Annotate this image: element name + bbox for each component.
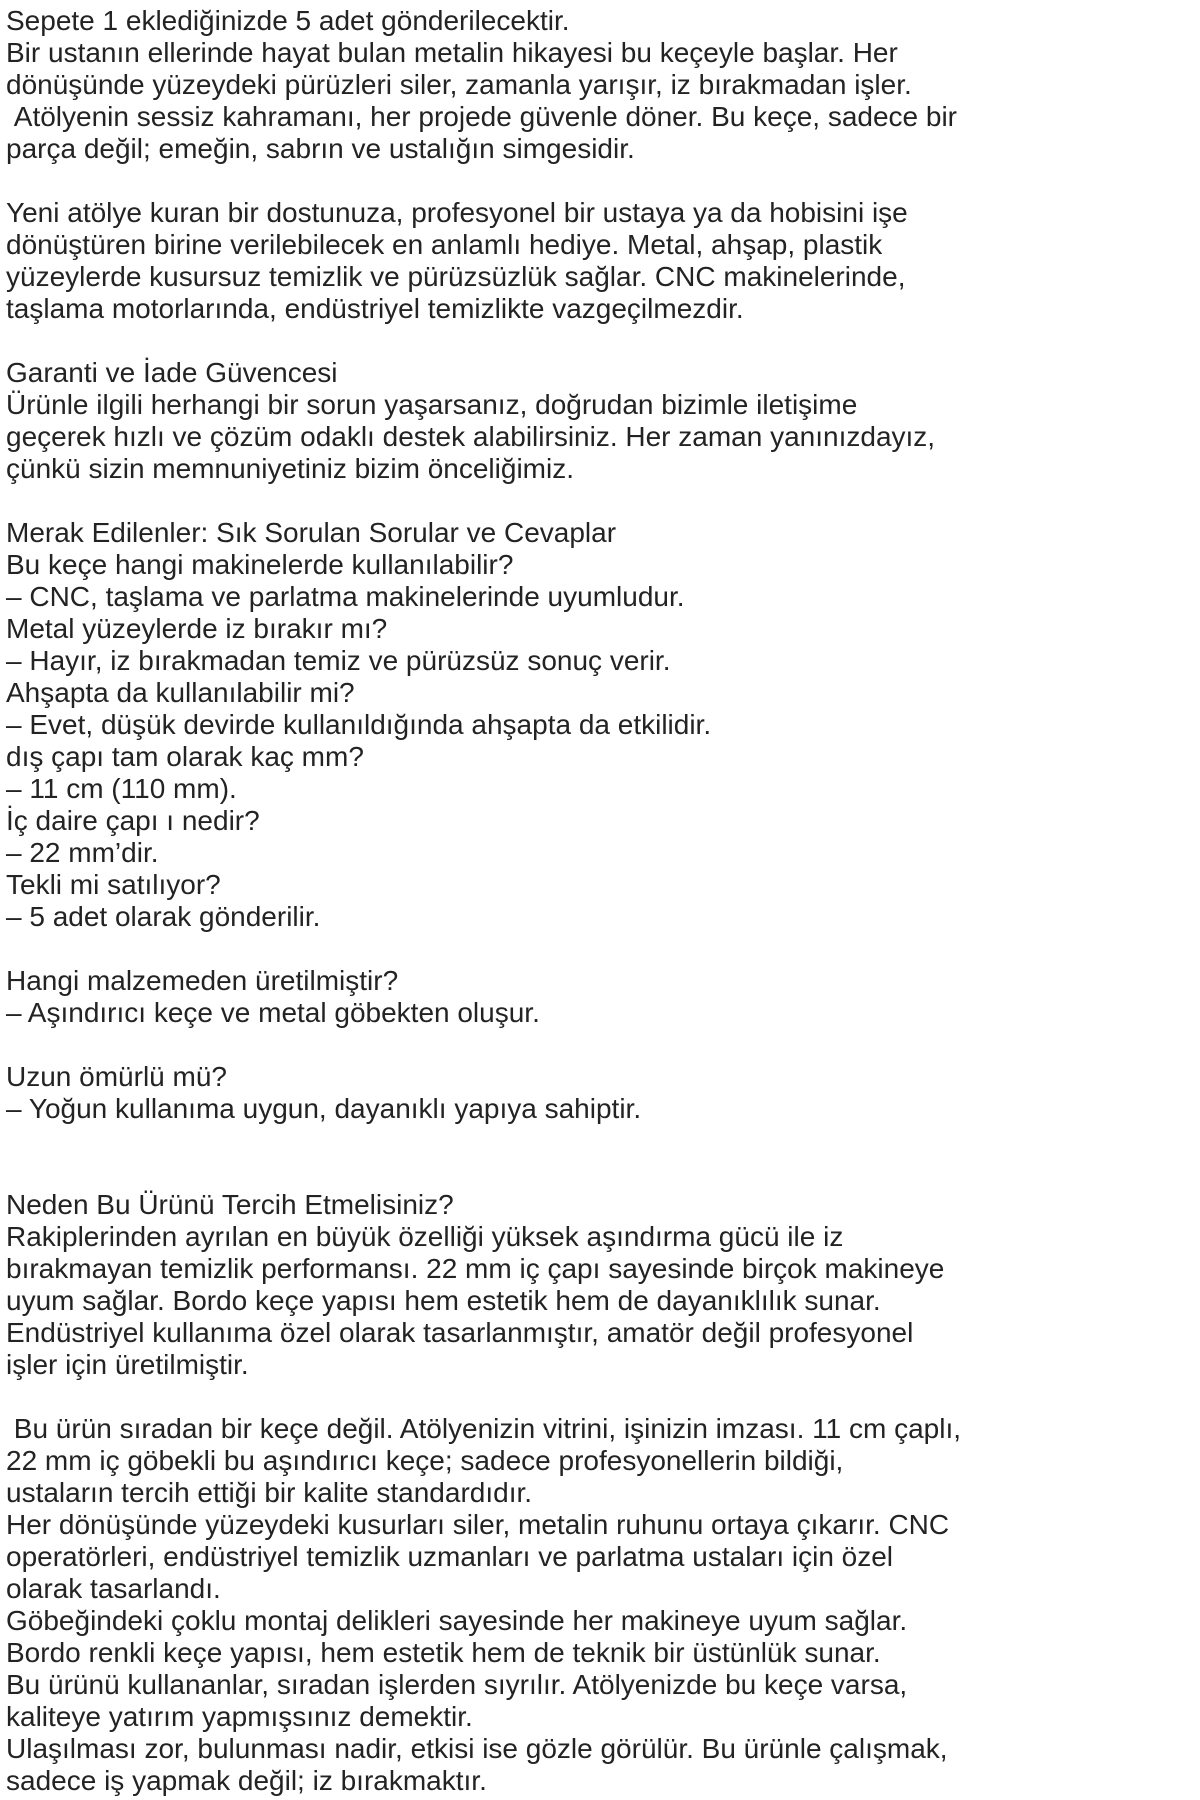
text-line: çünkü sizin memnuniyetiniz bizim önceliğimiz. — [6, 453, 574, 484]
text-line: Atölyenin sessiz kahramanı, her projede güvenle döner. Bu keçe, sadece bir — [6, 101, 958, 132]
text-line: – 11 cm (110 mm). — [6, 773, 237, 804]
text-line: – 5 adet olarak gönderilir. — [6, 901, 321, 932]
text-line: Rakiplerinden ayrılan en büyük özelliği yüksek aşındırma gücü ile iz — [6, 1221, 844, 1252]
text-line: Bu keçe hangi makinelerde kullanılabilir? — [6, 549, 514, 580]
text-line: – CNC, taşlama ve parlatma makinelerinde uyumludur. — [6, 581, 685, 612]
text-line: – 22 mm’dir. — [6, 837, 159, 868]
text-line: işler için üretilmiştir. — [6, 1349, 249, 1380]
text-line: Bu ürün sıradan bir keçe değil. Atölyenizin vitrini, işinizin imzası. 11 cm çaplı, — [6, 1413, 962, 1444]
text-line: Garanti ve İade Güvencesi — [6, 357, 338, 388]
text-line: – Evet, düşük devirde kullanıldığında ahşapta da etkilidir. — [6, 709, 712, 740]
text-line: parça değil; emeğin, sabrın ve ustalığın simgesidir. — [6, 133, 635, 164]
text-line: Hangi malzemeden üretilmiştir? — [6, 965, 399, 996]
text-line: Merak Edilenler: Sık Sorulan Sorular ve Cevaplar — [6, 517, 617, 548]
text-line: operatörleri, endüstriyel temizlik uzmanları ve parlatma ustaları için özel — [6, 1541, 894, 1572]
text-line: uyum sağlar. Bordo keçe yapısı hem estetik hem de dayanıklılık sunar. — [6, 1285, 881, 1316]
text-line: taşlama motorlarında, endüstriyel temizlikte vazgeçilmezdir. — [6, 293, 744, 324]
text-line: dönüşünde yüzeydeki pürüzleri siler, zamanla yarışır, iz bırakmadan işler. — [6, 69, 912, 100]
text-line: Göbeğindeki çoklu montaj delikleri sayesinde her makineye uyum sağlar. — [6, 1605, 908, 1636]
text-line: dış çapı tam olarak kaç mm? — [6, 741, 364, 772]
text-line: ustaların tercih ettiği bir kalite standardıdır. — [6, 1477, 533, 1508]
text-line: Ürünle ilgili herhangi bir sorun yaşarsanız, doğrudan bizimle iletişime — [6, 389, 858, 420]
text-line: kaliteye yatırım yapmışsınız demektir. — [6, 1701, 473, 1732]
text-line: Endüstriyel kullanıma özel olarak tasarlanmıştır, amatör değil profesyonel — [6, 1317, 914, 1348]
blank-line — [6, 933, 1196, 965]
blank-line — [6, 165, 1196, 197]
text-line: Bir ustanın ellerinde hayat bulan metalin hikayesi bu keçeyle başlar. Her — [6, 37, 898, 68]
text-line: – Aşındırıcı keçe ve metal göbekten oluşur. — [6, 997, 540, 1028]
text-line: Bordo renkli keçe yapısı, hem estetik hem de teknik bir üstünlük sunar. — [6, 1637, 881, 1668]
blank-line — [6, 1029, 1196, 1061]
text-line: 22 mm iç göbekli bu aşındırıcı keçe; sadece profesyonellerin bildiği, — [6, 1445, 844, 1476]
text-line: Neden Bu Ürünü Tercih Etmelisiniz? — [6, 1189, 454, 1220]
blank-line — [6, 1157, 1196, 1189]
blank-line — [6, 325, 1196, 357]
text-line: – Hayır, iz bırakmadan temiz ve pürüzsüz sonuç verir. — [6, 645, 671, 676]
text-line: geçerek hızlı ve çözüm odaklı destek alabilirsiniz. Her zaman yanınızdayız, — [6, 421, 936, 452]
text-line: İç daire çapı ı nedir? — [6, 805, 260, 836]
text-line: Tekli mi satılıyor? — [6, 869, 221, 900]
text-line: Yeni atölye kuran bir dostunuza, profesyonel bir ustaya ya da hobisini işe — [6, 197, 908, 228]
text-line: Sepete 1 eklediğinizde 5 adet gönderilecektir. — [6, 5, 570, 36]
text-line: yüzeylerde kusursuz temizlik ve pürüzsüzlük sağlar. CNC makinelerinde, — [6, 261, 906, 292]
text-line: Ulaşılması zor, bulunması nadir, etkisi ise gözle görülür. Bu ürünle çalışmak, — [6, 1733, 948, 1764]
text-line: – Yoğun kullanıma uygun, dayanıklı yapıya sahiptir. — [6, 1093, 642, 1124]
blank-line — [6, 1125, 1196, 1157]
text-line: Her dönüşünde yüzeydeki kusurları siler, metalin ruhunu ortaya çıkarır. CNC — [6, 1509, 950, 1540]
text-line: sadece iş yapmak değil; iz bırakmaktır. — [6, 1765, 487, 1796]
text-line: Metal yüzeylerde iz bırakır mı? — [6, 613, 388, 644]
blank-line — [6, 1381, 1196, 1413]
text-line: Uzun ömürlü mü? — [6, 1061, 227, 1092]
text-line: Ahşapta da kullanılabilir mi? — [6, 677, 355, 708]
text-line: olarak tasarlandı. — [6, 1573, 221, 1604]
text-line: Bu ürünü kullananlar, sıradan işlerden sıyrılır. Atölyenizde bu keçe varsa, — [6, 1669, 908, 1700]
blank-line — [6, 485, 1196, 517]
text-line: dönüştüren birine verilebilecek en anlamlı hediye. Metal, ahşap, plastik — [6, 229, 883, 260]
text-line: bırakmayan temizlik performansı. 22 mm iç çapı sayesinde birçok makineye — [6, 1253, 945, 1284]
